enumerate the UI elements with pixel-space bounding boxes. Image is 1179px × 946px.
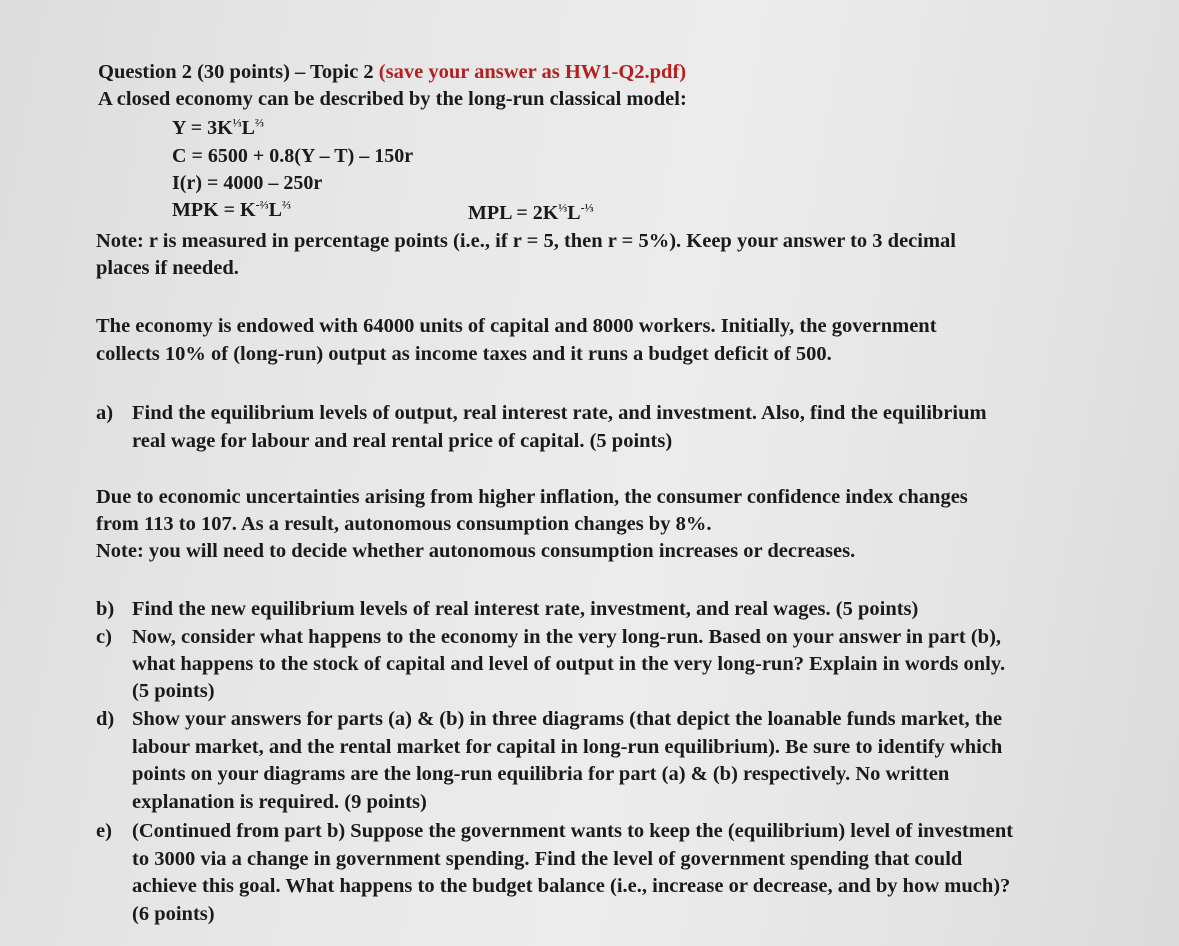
- confidence-note: Note: you will need to decide whether autonomous consumption increases or decreases.: [96, 540, 856, 562]
- question-heading: Question 2 (30 points) – Topic 2: [98, 61, 379, 83]
- part-e-label: e): [96, 820, 112, 842]
- confidence-line-1: Due to economic uncertainties arising from higher inflation, the consumer confidence index changes: [96, 486, 968, 508]
- part-a-cont: real wage for labour and real rental price of capital. (5 points): [132, 430, 673, 452]
- equation-mpl: MPL = $2K^{\frac{1}{3}}L^{-\frac{1}{3}}$: [468, 200, 594, 224]
- endowment-line-1: The economy is endowed with 64000 units of capital and 8000 workers. Initially, the government: [96, 315, 937, 337]
- equation-mpk: MPK = $K^{-\frac{2}{3}}L^{\frac{2}{3}}$: [172, 197, 291, 221]
- part-c-cont-1: what happens to the stock of capital and level of output in the very long-run? Explain in words only.: [132, 653, 1006, 675]
- part-a-label: a): [96, 402, 114, 424]
- part-a: a) Find the equilibrium levels of output, real interest rate, and investment. Also, find the equilibrium: [96, 402, 987, 424]
- equation-consumption: C = 6500 + 0.8(Y – T) – 150r: [172, 145, 414, 167]
- intro-line: A closed economy can be described by the long-run classical model:: [98, 88, 687, 110]
- part-e-cont-1: to 3000 via a change in government spending. Find the level of government spending that could: [132, 848, 963, 870]
- equation-output: $Y = 3K^{\frac{1}{3}}L^{\frac{2}{3}}$: [172, 115, 264, 139]
- endowment-line-2: collects 10% of (long-run) output as income taxes and it runs a budget deficit of 500.: [96, 343, 832, 365]
- part-d: d) Show your answers for parts (a) & (b) in three diagrams (that depict the loanable funds market, the: [96, 708, 1003, 730]
- save-instruction: (save your answer as HW1-Q2.pdf): [378, 61, 687, 83]
- part-d-cont-1: labour market, and the rental market for capital in long-run equilibrium). Be sure to identify which: [132, 736, 1003, 758]
- part-d-cont-2: points on your diagrams are the long-run equilibria for part (a) & (b) respectively. No written: [132, 763, 950, 785]
- part-c-label: c): [96, 626, 112, 648]
- part-c-cont-2: (5 points): [132, 680, 215, 702]
- part-d-label: d): [96, 708, 115, 730]
- question-title: [98, 59, 686, 85]
- part-b: b) Find the new equilibrium levels of real interest rate, investment, and real wages. (5 points): [96, 598, 919, 620]
- equation-investment: I(r) = 4000 – 250r: [172, 172, 323, 194]
- part-e: e) (Continued from part b) Suppose the government wants to keep the (equilibrium) level of investment: [96, 820, 1014, 842]
- note-interest-rate-cont: places if needed.: [96, 257, 239, 279]
- part-c: c) Now, consider what happens to the economy in the very long-run. Based on your answer in part (b),: [96, 626, 1002, 648]
- part-b-label: b): [96, 598, 115, 620]
- confidence-line-2: from 113 to 107. As a result, autonomous consumption changes by 8%.: [96, 513, 712, 535]
- part-e-cont-2: achieve this goal. What happens to the budget balance (i.e., increase or decrease, and by how much)?: [132, 875, 1011, 897]
- note-interest-rate: Note: r is measured in percentage points (i.e., if r = 5, then r = 5%). Keep your answer to 3 decimal: [96, 230, 956, 252]
- part-d-cont-3: explanation is required. (9 points): [132, 791, 427, 813]
- part-e-cont-3: (6 points): [132, 903, 215, 925]
